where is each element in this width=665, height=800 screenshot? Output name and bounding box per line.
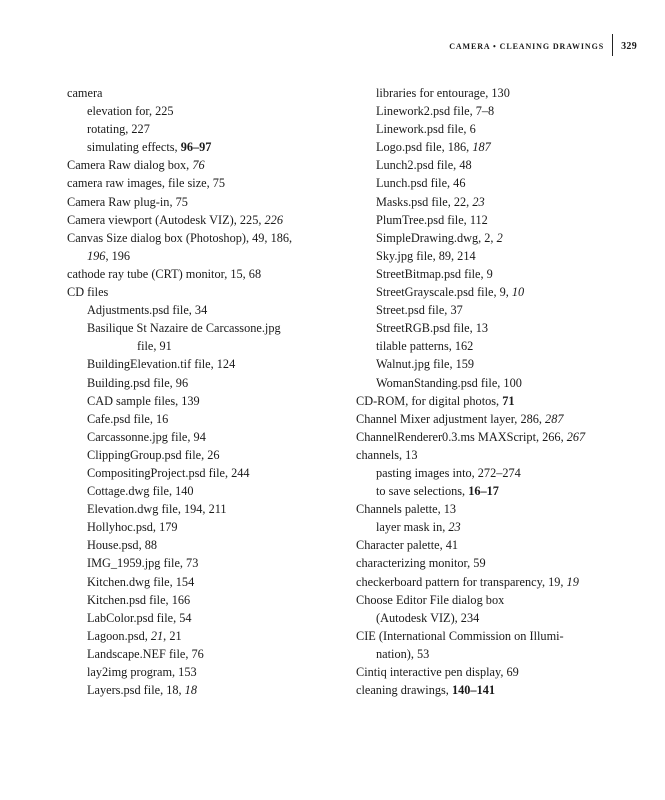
- entry-text: cleaning drawings,: [356, 683, 452, 698]
- index-subentry: [67, 464, 337, 482]
- entry-text: Camera Raw dialog box,: [67, 158, 193, 173]
- entry-text: 140–141: [451, 683, 496, 698]
- index-subentry: [356, 337, 626, 355]
- entry-text: camera raw images, file size, 75: [67, 176, 226, 191]
- entry-text: LabColor.psd file, 54: [87, 610, 192, 625]
- entry-text: 19: [566, 574, 579, 589]
- running-header-section: CAMERA • CLEANING DRAWINGS: [449, 41, 605, 51]
- index-subentry: [356, 156, 626, 174]
- entry-text: pasting images into, 272–274: [376, 465, 521, 480]
- index-entry: [356, 573, 626, 591]
- entry-text: PlumTree.psd file, 112: [376, 212, 488, 227]
- index-subentry: [67, 428, 337, 446]
- index-subentry: [67, 609, 337, 627]
- entry-text: 187: [472, 140, 491, 155]
- entry-text: tilable patterns, 162: [376, 339, 474, 354]
- entry-text: ChannelRenderer0.3.ms MAXScript, 266,: [356, 429, 567, 444]
- entry-text: Channels palette, 13: [356, 502, 457, 517]
- index-subentry: [67, 591, 337, 609]
- index-subentry: [67, 355, 337, 373]
- entry-text: Street.psd file, 37: [376, 303, 463, 318]
- index-column-left: [67, 84, 337, 699]
- entry-text: checkerboard pattern for transparency, 19,: [356, 574, 567, 589]
- entry-text: rotating, 227: [87, 122, 150, 137]
- entry-text: Character palette, 41: [356, 538, 459, 553]
- entry-text: CAD sample files, 139: [87, 393, 200, 408]
- entry-text: Carcassonne.jpg file, 94: [87, 429, 206, 444]
- entry-text: Elevation.dwg file, 194, 211: [87, 502, 227, 517]
- index-subentry: [67, 645, 337, 663]
- index-subentry: [356, 464, 626, 482]
- index-subentry: [67, 627, 337, 645]
- entry-text: Walnut.jpg file, 159: [376, 357, 475, 372]
- index-entry: [67, 229, 337, 247]
- index-entry: [67, 265, 337, 283]
- index-subentry: [67, 102, 337, 120]
- entry-text: StreetRGB.psd file, 13: [376, 321, 489, 336]
- index-subentry: [356, 102, 626, 120]
- entry-text: Lagoon.psd,: [87, 628, 151, 643]
- entry-text: characterizing monitor, 59: [356, 556, 486, 571]
- index-entry: [67, 193, 337, 211]
- index-continuation: [356, 609, 626, 627]
- entry-text: Cafe.psd file, 16: [87, 411, 169, 426]
- entry-text: CD files: [67, 285, 109, 300]
- entry-text: 21: [150, 628, 164, 643]
- entry-text: 267: [566, 429, 586, 444]
- entry-text: CompositingProject.psd file, 244: [87, 465, 250, 480]
- index-entry: [67, 211, 337, 229]
- index-subentry: [67, 482, 337, 500]
- index-continuation: [67, 337, 337, 355]
- index-subentry: [67, 446, 337, 464]
- index-subentry: [356, 482, 626, 500]
- entry-text: CIE (International Commission on Illumi-: [356, 628, 564, 643]
- entry-text: Cintiq interactive pen display, 69: [356, 665, 519, 679]
- index-entry: [356, 392, 626, 410]
- entry-text: channels, 13: [356, 447, 418, 462]
- index-subentry: [67, 374, 337, 392]
- entry-text: cathode ray tube (CRT) monitor, 15, 68: [67, 266, 262, 281]
- index-continuation: [356, 645, 626, 663]
- entry-text: camera: [67, 86, 103, 100]
- entry-text: BuildingElevation.tif file, 124: [87, 357, 236, 372]
- entry-text: Building.psd file, 96: [87, 375, 189, 390]
- entry-text: layer mask in,: [376, 520, 449, 535]
- index-subentry: [356, 283, 626, 301]
- index-subentry: [67, 681, 337, 699]
- index-column-right: [356, 84, 626, 699]
- entry-text: Landscape.NEF file, 76: [87, 646, 204, 661]
- index-entry: [67, 84, 337, 102]
- entry-text: Lunch2.psd file, 48: [376, 158, 472, 173]
- entry-text: SimpleDrawing.dwg, 2,: [376, 230, 497, 245]
- index-subentry: [356, 247, 626, 265]
- entry-text: , 196: [105, 248, 131, 263]
- entry-text: Canvas Size dialog box (Photoshop), 49, 186,: [67, 230, 293, 245]
- index-entry: [67, 156, 337, 174]
- index-subentry: [356, 229, 626, 247]
- entry-text: Basilique St Nazaire de Carcassone.jpg: [87, 321, 281, 336]
- index-entry: [356, 627, 626, 645]
- index-subentry: [67, 663, 337, 681]
- index-entry: [356, 446, 626, 464]
- entry-text: simulating effects,: [87, 140, 181, 155]
- page-number: 329: [621, 40, 637, 52]
- index-subentry: [356, 138, 626, 156]
- entry-text: Cottage.dwg file, 140: [87, 484, 194, 499]
- entry-text: 16–17: [468, 484, 499, 499]
- entry-text: 23: [472, 194, 485, 209]
- index-subentry: [67, 392, 337, 410]
- entry-text: 196: [87, 248, 106, 263]
- running-header: [449, 36, 637, 56]
- index-subentry: [356, 319, 626, 337]
- index-subentry: [356, 120, 626, 138]
- index-entry: [356, 681, 626, 699]
- index-entry: [356, 410, 626, 428]
- entry-text: Lunch.psd file, 46: [376, 176, 466, 191]
- index-entry: [356, 554, 626, 572]
- index-subentry: [356, 211, 626, 229]
- entry-text: 96–97: [180, 140, 212, 155]
- index-subentry: [356, 301, 626, 319]
- index-subentry: [67, 573, 337, 591]
- index-entry: [356, 428, 626, 446]
- entry-text: file, 91: [137, 339, 172, 354]
- entry-text: (Autodesk VIZ), 234: [376, 610, 480, 625]
- entry-text: , 21: [163, 628, 182, 643]
- index-subentry: [356, 374, 626, 392]
- entry-text: House.psd, 88: [87, 538, 158, 553]
- entry-text: 2: [496, 230, 503, 245]
- entry-text: Kitchen.dwg file, 154: [87, 574, 195, 589]
- entry-text: 71: [502, 393, 515, 408]
- index-subentry: [356, 193, 626, 211]
- entry-text: Linework.psd file, 6: [376, 122, 476, 137]
- index-subentry: [67, 120, 337, 138]
- index-subentry: [67, 138, 337, 156]
- entry-text: Logo.psd file, 186,: [376, 140, 473, 155]
- entry-text: Choose Editor File dialog box: [356, 592, 505, 607]
- entry-text: libraries for entourage, 130: [376, 86, 510, 100]
- entry-text: 287: [545, 411, 564, 426]
- header-divider: [612, 34, 613, 56]
- entry-text: 23: [448, 520, 461, 535]
- entry-text: 18: [184, 683, 197, 698]
- index-entry: [356, 500, 626, 518]
- index-subentry: [356, 174, 626, 192]
- index-subentry: [67, 500, 337, 518]
- entry-text: Camera Raw plug-in, 75: [67, 194, 188, 209]
- entry-text: 226: [264, 212, 283, 227]
- entry-text: Hollyhoc.psd, 179: [87, 520, 178, 535]
- entry-text: Adjustments.psd file, 34: [87, 303, 208, 318]
- index-continuation: [67, 247, 337, 265]
- index-subentry: [67, 518, 337, 536]
- index-subentry: [356, 84, 626, 102]
- index-entry: [67, 174, 337, 192]
- entry-text: elevation for, 225: [87, 104, 174, 119]
- entry-text: ClippingGroup.psd file, 26: [87, 447, 220, 462]
- entry-text: Sky.jpg file, 89, 214: [376, 248, 476, 263]
- entry-text: StreetBitmap.psd file, 9: [376, 266, 493, 281]
- entry-text: Kitchen.psd file, 166: [87, 592, 191, 607]
- entry-text: to save selections,: [376, 484, 469, 499]
- entry-text: Linework2.psd file, 7–8: [376, 104, 495, 119]
- index-entry: [356, 591, 626, 609]
- entry-text: nation), 53: [376, 646, 430, 661]
- entry-text: lay2img program, 153: [87, 665, 197, 679]
- entry-text: CD-ROM, for digital photos,: [356, 393, 503, 408]
- entry-text: IMG_1959.jpg file, 73: [87, 556, 199, 571]
- entry-text: Camera viewport (Autodesk VIZ), 225,: [67, 212, 265, 227]
- index-subentry: [67, 410, 337, 428]
- index-entry: [356, 663, 626, 681]
- index-subentry: [356, 355, 626, 373]
- entry-text: 76: [192, 158, 205, 173]
- entry-text: WomanStanding.psd file, 100: [376, 375, 522, 390]
- entry-text: 10: [511, 285, 525, 300]
- entry-text: StreetGrayscale.psd file, 9,: [376, 285, 512, 300]
- index-subentry: [67, 536, 337, 554]
- entry-text: Channel Mixer adjustment layer, 286,: [356, 411, 546, 426]
- index-subentry: [67, 554, 337, 572]
- index-entry: [356, 536, 626, 554]
- entry-text: Masks.psd file, 22,: [376, 194, 473, 209]
- index-entry: [67, 283, 337, 301]
- index-subentry: [67, 319, 337, 337]
- index-subentry: [356, 265, 626, 283]
- entry-text: Layers.psd file, 18,: [87, 683, 185, 698]
- index-subentry: [67, 301, 337, 319]
- index-subentry: [356, 518, 626, 536]
